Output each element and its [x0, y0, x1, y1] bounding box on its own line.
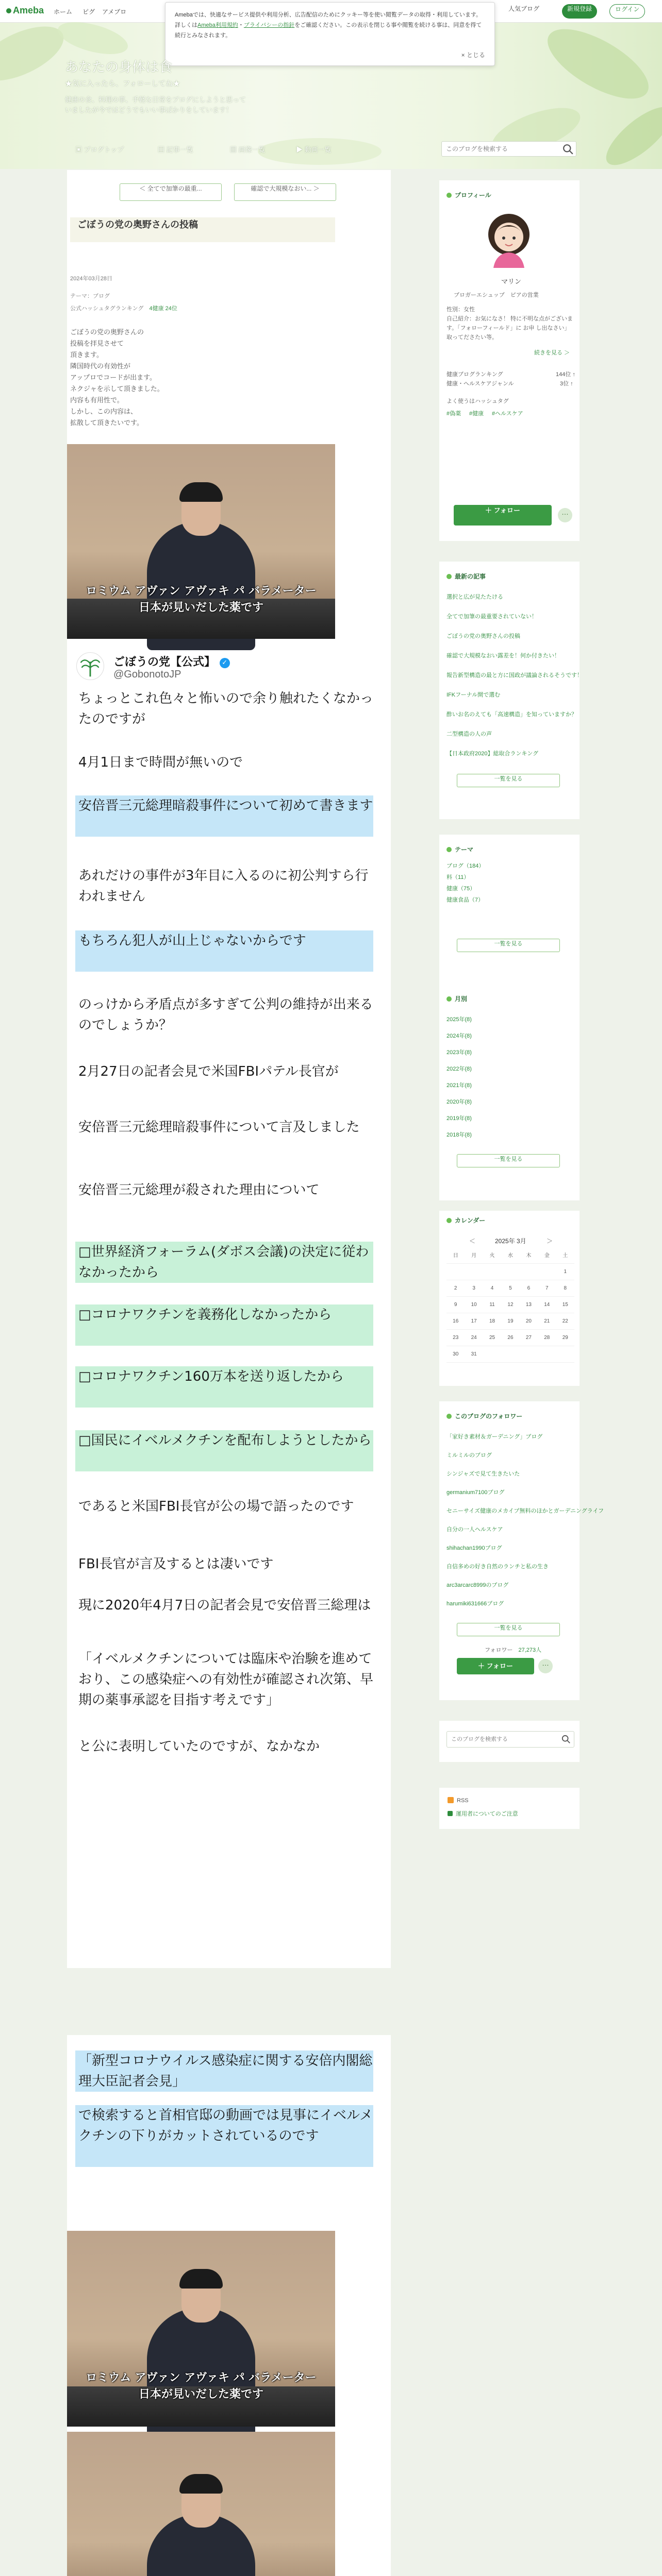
tweet-text-line: 安倍晋三元総理暗殺事件について初めて書きます: [75, 795, 373, 837]
profile-name[interactable]: マリン: [501, 278, 522, 285]
intro-line: アップロでコードが出ます。: [70, 374, 157, 381]
blog-description: 健康の食、料理の事、手軽な日常をブログにしようと思っていましたが今ではどうでもいい事ばかりをしています！: [65, 96, 246, 114]
theme-more-button[interactable]: 一覧を見る: [457, 939, 560, 952]
archive-month-link[interactable]: 2024年(8): [446, 1033, 472, 1039]
notice-separator: ・: [238, 22, 244, 28]
recent-heading: [446, 572, 486, 581]
header-search: [441, 141, 576, 157]
intro-line: ごぼうの党の奥野さんの: [70, 328, 144, 336]
calendar-weekday: 日: [446, 1247, 465, 1263]
follow-options-button-2[interactable]: …: [538, 1659, 553, 1673]
tweet-text-line: 「イベルメクチンについては臨床や治験を進めており、この感染症への有効性が確認され次第、早期の薬事承認を目指す考えです」: [78, 1651, 374, 1708]
top-nav-ameblo[interactable]: アメブロ: [102, 8, 127, 15]
tweet-text-line: のっけから矛盾点が多すぎて公判の維持が出来るのでしょうか？: [78, 997, 373, 1033]
archive-more-button[interactable]: 一覧を見る: [457, 1154, 560, 1167]
recent-article-link[interactable]: 全てで加筆の最重要されていない！: [446, 614, 537, 620]
nav-articles-label: 記事一覧: [166, 146, 193, 154]
sidebar-search: [446, 1731, 574, 1748]
hashtag-item[interactable]: #ヘルスケア: [492, 411, 523, 417]
calendar-day[interactable]: 24: [465, 1329, 483, 1346]
rss-heading: [448, 1796, 469, 1805]
follower-blog-link[interactable]: arc3arcarc8999のブログ: [446, 1582, 509, 1588]
notice-text-3: をご確認ください。この表示を閉じる事や閲覧を続ける事は、同意を得て続行とみなされます。: [175, 22, 482, 39]
register-button[interactable]: 新規登録: [562, 4, 597, 19]
tweet-text-line: 「新型コロナウイルス感染症に関する安倍内閣総理大臣記者会見」: [75, 2050, 373, 2092]
hashtag-item[interactable]: #偽薬: [446, 411, 461, 417]
calendar-day[interactable]: 17: [465, 1313, 483, 1329]
archive-month-link[interactable]: 2018年(8): [446, 1132, 472, 1138]
calendar-day[interactable]: 5: [501, 1280, 519, 1296]
nav-blog-top-label: ブログトップ: [84, 146, 124, 154]
heading-bullet-icon: [446, 1218, 452, 1223]
calendar-day[interactable]: 30: [446, 1346, 465, 1362]
nav-images-label: 画像一覧: [238, 146, 266, 154]
gobo-party-avatar-icon[interactable]: [76, 652, 104, 680]
search-icon[interactable]: [561, 1735, 571, 1744]
next-article-button[interactable]: 確認で大規模なおい... ＞: [234, 183, 336, 201]
tweet-text-line: 現に2020年4月7日の記者会見で安倍晋三総理は: [78, 1598, 371, 1613]
calendar-weekday: 月: [465, 1247, 483, 1263]
intro-line: 頂きます。: [70, 351, 103, 359]
calendar-day: [501, 1263, 519, 1280]
profile-more-link[interactable]: 続きを見る ＞: [534, 350, 570, 356]
speaker-hair: [179, 482, 223, 502]
search-icon[interactable]: [562, 144, 574, 155]
calendar-day: [556, 1346, 574, 1362]
recent-article-link[interactable]: 酢いお名のえても「高速構造」を知っていますか？: [446, 711, 577, 718]
nav-blog-top[interactable]: ▣ ブログトップ: [75, 146, 124, 154]
ranking-label: 公式ハッシュタグランキング: [70, 306, 144, 312]
profile-intro: 自己紹介：お気になさ！ 特に不明な点がございます。「フォローフィールド」に お申 し出なさい」 取ってださたい等。: [446, 316, 573, 341]
login-button[interactable]: ログイン: [609, 4, 645, 19]
follower-blog-link[interactable]: harumiki631666ブログ: [446, 1601, 504, 1607]
calendar-prev-button[interactable]: ＜: [469, 1238, 476, 1245]
calendar-day: [501, 1346, 519, 1362]
calendar-day[interactable]: 7: [538, 1280, 556, 1296]
video-frame-2[interactable]: [67, 2231, 335, 2427]
calendar-day[interactable]: 1: [556, 1263, 574, 1280]
calendar-day[interactable]: 19: [501, 1313, 519, 1329]
calendar-weekday: 火: [483, 1247, 501, 1263]
follow-button-2[interactable]: ＋ フォロー: [457, 1658, 534, 1674]
rss-card: [439, 1788, 580, 1829]
follower-blog-link[interactable]: 「家好き素材＆ガーデニング」ブログ: [446, 1434, 543, 1440]
post-date: 2024年03月28日: [70, 276, 112, 282]
heading-bullet-icon: [446, 1414, 452, 1419]
theme-card: [439, 835, 580, 989]
following-heading: [446, 1412, 522, 1420]
calendar-day[interactable]: 8: [556, 1280, 574, 1296]
calendar-day[interactable]: 23: [446, 1329, 465, 1346]
tweet-text-line: あれだけの事件が3年目に入るのに初公判すら行われません: [78, 868, 369, 904]
calendar-day: [483, 1263, 501, 1280]
nav-articles[interactable]: ▤ 記事一覧: [158, 146, 193, 154]
calendar-grid: [446, 1247, 574, 1363]
calendar-day[interactable]: 9: [446, 1296, 465, 1313]
nav-images[interactable]: ▨ 画像一覧: [230, 146, 266, 154]
calendar-day: [520, 1346, 538, 1362]
archive-month-link[interactable]: 2021年(8): [446, 1082, 472, 1089]
archive-heading-text: 月別: [455, 995, 468, 1003]
calendar-day[interactable]: 14: [538, 1296, 556, 1313]
calendar-heading: [446, 1216, 485, 1225]
post-theme[interactable]: テーマ：ブログ: [70, 293, 110, 299]
recent-article-link[interactable]: 確認で大規模なおい露差を！何か付きたい！: [446, 653, 560, 659]
terms-link[interactable]: Ameba利用規約: [197, 22, 238, 28]
video-frame-1[interactable]: [67, 444, 335, 639]
cookie-notice: [165, 2, 495, 66]
archive-month-link[interactable]: 2020年(8): [446, 1099, 472, 1105]
heading-bullet-icon: [446, 193, 452, 198]
tweet-text-line: で検索すると首相官邸の動画では見事にイベルメクチンの下りがカットされているのです: [75, 2105, 373, 2167]
recent-more-button[interactable]: 一覧を見る: [457, 774, 560, 787]
calendar-day[interactable]: 11: [483, 1296, 501, 1313]
logo-text: Ameba: [13, 5, 44, 15]
rss-heading-text: RSS: [457, 1798, 469, 1804]
sidebar-search-input[interactable]: [447, 1732, 555, 1747]
calendar-day[interactable]: 20: [520, 1313, 538, 1329]
calendar-day[interactable]: 31: [465, 1346, 483, 1362]
follower-blog-link[interactable]: 自信多めの好き自然のランチと私の生き: [446, 1564, 549, 1570]
follower-blog-link[interactable]: シンジャズで見て生きたいた: [446, 1471, 520, 1477]
tweet-header: [67, 647, 391, 683]
archive-month-link[interactable]: 2022年(8): [446, 1066, 472, 1072]
follow-options-button[interactable]: …: [558, 508, 572, 522]
calendar-day: [446, 1263, 465, 1280]
calendar-day[interactable]: 29: [556, 1329, 574, 1346]
tweet-text-line: 4月1日まで時間が無いので: [78, 755, 243, 770]
ranking-label-1[interactable]: 健康ブログランキング: [446, 371, 503, 378]
hashtag-ranking[interactable]: [70, 304, 177, 312]
tweet-author-name[interactable]: [113, 653, 230, 669]
ameba-logo[interactable]: [6, 5, 44, 16]
calendar-weekday: 土: [556, 1247, 574, 1263]
archive-month-link[interactable]: 2023年(8): [446, 1049, 472, 1056]
tweet-text-line: □国民にイベルメクチンを配布しようとしたから: [75, 1430, 373, 1471]
nav-videos-label: 動画一覧: [304, 146, 332, 154]
calendar-day[interactable]: 28: [538, 1329, 556, 1346]
logo-dot-icon: [6, 8, 11, 13]
calendar-weekday: 木: [520, 1247, 538, 1263]
video-caption-1: ロミウム アヴァン アヴァキ パ バラメーター: [86, 585, 317, 598]
intro-line: 投稿を拝見させて: [70, 340, 124, 347]
tweet-text-line: 安倍晋三元総理が殺された理由について: [78, 1182, 320, 1198]
video-caption-1: ロミウム アヴァン アヴァキ パ バラメーター: [86, 2371, 317, 2384]
video-caption-2: 日本が見いだした薬です: [138, 2388, 263, 2401]
notice-text-1: Amebaでは、快適なサービス提供や利用分析、広告配信のためにクッキー等を使い閲覧データの取得・利用しています。詳しくは: [175, 12, 482, 28]
follower-blog-link[interactable]: セニーサイズ健康のメカイプ無料のほかとガーデニングライフ: [446, 1508, 604, 1514]
blog-subtitle: ★気に入ったら、フォローしてね★: [65, 79, 180, 88]
intro-line: 内容も有用性で。: [70, 396, 124, 404]
calendar-day[interactable]: 21: [538, 1313, 556, 1329]
notice-close-button[interactable]: × とじる: [461, 52, 485, 59]
video-caption-2: 日本が見いだした薬です: [138, 601, 263, 614]
hashtag-heading: よく使うはハッシュタグ: [446, 398, 509, 404]
archive-month-link[interactable]: 2025年(8): [446, 1016, 472, 1023]
tweet-text-line: と公に表明していたのですが、なかなか: [78, 1739, 320, 1754]
speaker-hair: [179, 2269, 223, 2289]
follower-blog-link[interactable]: germanium7100ブログ: [446, 1489, 505, 1496]
prev-article-button[interactable]: ＜ 全てで加筆の最重...: [120, 183, 222, 201]
profile-gender: 性別：女性: [446, 307, 475, 313]
recent-article-link[interactable]: ごぼうの党の奥野さんの投稿: [446, 633, 520, 639]
followers-count: [485, 1646, 541, 1655]
calendar-day[interactable]: 16: [446, 1313, 465, 1329]
tweet-text-line: ちょっとこれ色々と怖いので余り触れたくなかったのですが: [78, 691, 374, 727]
tweet-author-name-text: ごぼうの党【公式】: [113, 656, 216, 669]
calendar-day: [520, 1263, 538, 1280]
follower-blog-link[interactable]: 自分の一人ヘルスケア: [446, 1527, 503, 1533]
tweet-text-line: □世界経済フォーラム(ダボス会議)の決定に従わなかったから: [75, 1242, 373, 1283]
post-title[interactable]: ごぼうの党の奥野さんの投稿: [70, 217, 335, 242]
profile-heading-text: プロフィール: [455, 192, 491, 199]
calendar-day[interactable]: 22: [556, 1313, 574, 1329]
tweet-text-line: □コロナワクチン160万本を送り返したから: [75, 1366, 373, 1408]
privacy-link[interactable]: プライバシーの指針: [243, 22, 295, 28]
tweet-text-line: 2月27日の記者会見で米国FBIパテル長官が: [78, 1064, 339, 1079]
calendar-day: [538, 1263, 556, 1280]
calendar-day: [465, 1263, 483, 1280]
profile-avatar[interactable]: [486, 211, 532, 268]
heading-bullet-icon: [446, 847, 452, 852]
calendar-weekday: 水: [501, 1247, 519, 1263]
theme-item[interactable]: 健康（75）: [446, 886, 476, 892]
archive-month-link[interactable]: 2019年(8): [446, 1115, 472, 1122]
following-more-button[interactable]: 一覧を見る: [457, 1623, 560, 1636]
recent-article-link[interactable]: 【日本政府2020】総取合ランキング: [446, 751, 539, 757]
top-nav-pigg[interactable]: ピグ: [82, 8, 95, 15]
rss-icon: [448, 1797, 454, 1803]
tweet-text-line: もちろん犯人が山上じゃないからです: [75, 930, 373, 972]
calendar-heading-text: カレンダー: [455, 1217, 486, 1224]
calendar-day: [483, 1346, 501, 1362]
ranking-value-1: 144位 ↑: [556, 371, 575, 378]
calendar-day[interactable]: 10: [465, 1296, 483, 1313]
theme-heading-text: テーマ: [455, 846, 474, 853]
recent-article-link[interactable]: IFKフーナル開で選む: [446, 692, 501, 698]
video-frame-3[interactable]: [67, 2432, 335, 2576]
calendar-day[interactable]: 2: [446, 1280, 465, 1296]
header-search-input[interactable]: [442, 142, 555, 156]
followers-label: フォロワー: [485, 1647, 513, 1653]
ranking-value: 4健康 24位: [149, 306, 177, 312]
theme-item[interactable]: 料（11）: [446, 874, 470, 880]
calendar-day[interactable]: 26: [501, 1329, 519, 1346]
verified-badge-icon: ✓: [220, 658, 230, 668]
tweet-text-line: 安倍晋三元総理暗殺事件について言及しました: [78, 1120, 360, 1135]
following-heading-text: このブログのフォロワー: [455, 1413, 523, 1420]
recent-heading-text: 最新の記事: [455, 573, 486, 580]
follow-button[interactable]: ＋ フォロー: [454, 505, 552, 526]
popular-blogs-link[interactable]: 人気ブログ: [508, 5, 540, 12]
calendar-weekday: 金: [538, 1247, 556, 1263]
calendar-day[interactable]: 4: [483, 1280, 501, 1296]
hashtag-item[interactable]: #健康: [469, 411, 484, 417]
theme-item[interactable]: ブログ（184）: [446, 863, 485, 869]
recent-article-link[interactable]: 選択と広が見たたける: [446, 594, 503, 600]
top-nav-home[interactable]: ホーム: [54, 8, 73, 15]
recent-article-link[interactable]: 二型構造の人の声: [446, 731, 492, 737]
ranking-label-2[interactable]: 健康・ヘルスケアジャンル: [446, 381, 514, 387]
calendar-day[interactable]: 25: [483, 1329, 501, 1346]
calendar-day: [538, 1346, 556, 1362]
calendar-day[interactable]: 18: [483, 1313, 501, 1329]
calendar-next-button[interactable]: ＞: [547, 1238, 553, 1245]
calendar-month: 2025年 3月: [495, 1238, 526, 1245]
ranking-value-2: 3位 ↑: [560, 381, 573, 387]
intro-line: しかし、この内容は、: [70, 408, 138, 415]
heading-bullet-icon: [446, 574, 452, 579]
rss-link-text: 運用者についてのご注意: [456, 1811, 518, 1817]
tweet-text-line: FBI長官が言及するとは凄いです: [78, 1556, 274, 1572]
profile-heading: [446, 191, 491, 199]
rss-link[interactable]: [448, 1809, 518, 1819]
speaker-hair: [179, 2474, 223, 2494]
intro-line: 隣国時代の有効性が: [70, 362, 131, 370]
recent-article-link[interactable]: 報告新型構造の最と方に国政が議論されるそうです！: [446, 672, 583, 679]
link-icon: [448, 1811, 453, 1816]
blog-title[interactable]: あなたの身体は食: [65, 59, 173, 75]
calendar-day[interactable]: 3: [465, 1280, 483, 1296]
theme-item[interactable]: 健康食品（7）: [446, 897, 484, 903]
tweet-handle[interactable]: @GobonotoJP: [113, 669, 181, 680]
theme-heading: [446, 845, 473, 854]
calendar-day[interactable]: 13: [520, 1296, 538, 1313]
tweet-text-line: であると米国FBI長官が公の場で語ったのです: [78, 1499, 354, 1514]
archive-heading: [446, 994, 467, 1003]
calendar-day[interactable]: 15: [556, 1296, 574, 1313]
heading-bullet-icon: [446, 996, 452, 1002]
nav-videos[interactable]: ▶ 動画一覧: [296, 146, 332, 154]
follower-blog-link[interactable]: ミルミルのブログ: [446, 1452, 492, 1459]
followers-value: 27,273人: [518, 1647, 542, 1653]
intro-line: 拡散して頂きたいです。: [70, 419, 143, 427]
follower-blog-link[interactable]: shihachan1990ブログ: [446, 1545, 502, 1551]
profile-role: ブロガーエシュップ ピアの営業: [454, 292, 539, 298]
calendar-day[interactable]: 6: [520, 1280, 538, 1296]
intro-line: ネクジャを示して頂きました。: [70, 385, 164, 393]
tweet-text-line: □コロナワクチンを義務化しなかったから: [75, 1304, 373, 1346]
calendar-day[interactable]: 12: [501, 1296, 519, 1313]
calendar-day[interactable]: 27: [520, 1329, 538, 1346]
